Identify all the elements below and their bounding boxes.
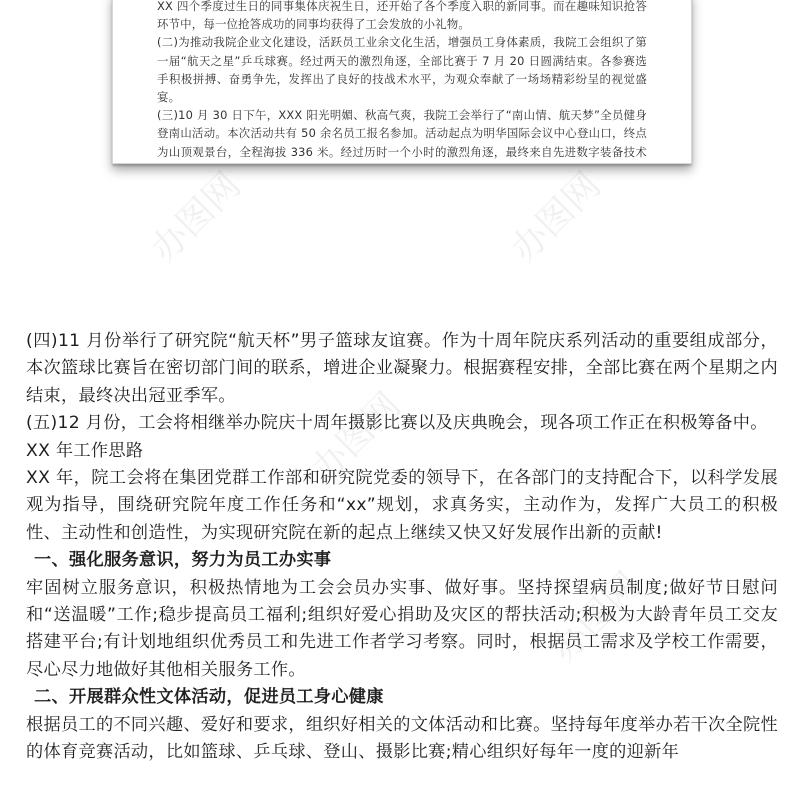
body-paragraph: (五)12 月份，工会将相继举办院庆十周年摄影比赛以及庆典晚会，现各项工作正在积极筹备中。 (26, 413, 768, 434)
section-heading: 二、开展群众性文体活动，促进员工身心健康 (34, 687, 384, 708)
paper-paragraph-2: (二)为推动我院企业文化建设，活跃员工业余文化生活，增强员工身体素质，我院工会组织了第一届“航天之星”乒乓球赛。经过两天的激烈角逐，全部比赛于 7 月 20 日圆满结束。各参赛选手积极拼搏、奋勇争先，发挥出了良好的技战术水平，为观众奉献了一场场精彩纷呈的视觉盛宴。 (157, 35, 647, 105)
document-paper-card (112, 0, 692, 164)
watermark: 办图网 (543, 564, 649, 671)
document-body (26, 328, 778, 767)
paper-paragraph-1: XX 四个季度过生日的同事集体庆祝生日，还开始了各个季度入职的新同事。而在趣味知识抢答环节中，每一位抢答成功的同事均获得了工会发放的小礼物。 (157, 0, 647, 32)
section-heading: 一、强化服务意识，努力为员工办实事 (34, 550, 332, 571)
paper-paragraph-3: (三)10 月 30 日下午，XXX 阳光明媚、秋高气爽，我院工会举行了“南山情、航天梦”全员健身登南山活动。本次活动共有 50 余名员工报名参加。活动起点为明华国际会议中心登山口，终点为山顶观景台，全程海拔 336 米。经过历时一个小时的激烈角逐，最终来自先进数字装备技术 (157, 108, 647, 159)
body-paragraph: 牢固树立服务意识，积极热情地为工会会员办实事、做好事。坚持探望病员制度;做好节日慰问和“送温暖”工作;稳步提高员工福利;组织好爱心捐助及灾区的帮扶活动;积极为大龄青年员工交友搭建平台;有计划地组织优秀员工和先进工作者学习考察。同时，根据员工需求及学校工作需要，尽心尽力地做好其他相关服务工作。 (26, 577, 778, 680)
body-paragraph: (四)11 月份举行了研究院“航天杯”男子篮球友谊赛。作为十周年院庆系列活动的重要组成部分，本次篮球比赛旨在密切部门间的联系，增进企业凝聚力。根据赛程安排，全部比赛在两个星期之内结束，最终决出冠亚季军。 (26, 331, 778, 406)
section-title: XX 年工作思路 (26, 440, 144, 461)
body-paragraph: XX 年，院工会将在集团党群工作部和研究院党委的领导下，在各部门的支持配合下，以科学发展观为指导，围绕研究院年度工作任务和“xx”规划，求真务实，主动作为，发挥广大员工的积极性、主动性和创造性，为实现研究院在新的起点上继续又快又好发展作出新的贡献! (26, 468, 778, 543)
top-preview-area (0, 0, 800, 300)
body-paragraph: 根据员工的不同兴趣、爱好和要求，组织好相关的文体活动和比赛。坚持每年度举办若干次全院性的体育竞赛活动，比如篮球、乒乓球、登山、摄影比赛;精心组织好每年一度的迎新年 (26, 714, 778, 763)
watermark: 办图网 (303, 384, 409, 491)
